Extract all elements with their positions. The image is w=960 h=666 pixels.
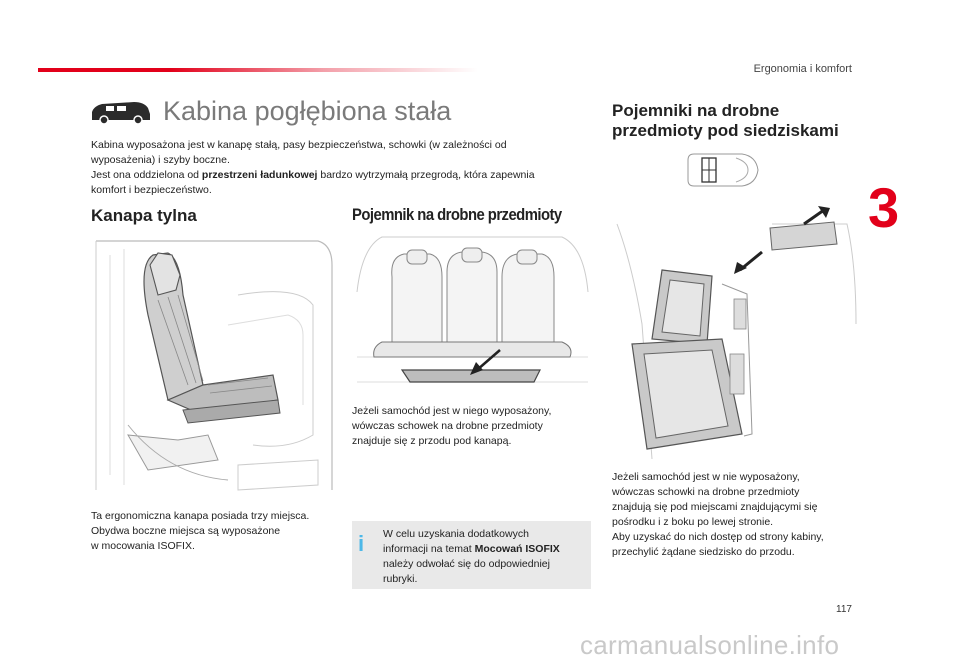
- rear-bench-line-1: Ta ergonomiczna kanapa posiada trzy miejsca.: [91, 510, 310, 522]
- watermark: carmanualsonline.info: [580, 630, 840, 660]
- info-line-1: W celu uzyskania dodatkowych: [383, 528, 529, 540]
- under-seat-heading-line-1: Pojemniki na drobne: [612, 101, 780, 120]
- info-box: [352, 521, 591, 589]
- under-seat-line-3: znajdują się pod miejscami znajdującymi się: [612, 501, 818, 513]
- under-seat-line-6: przechylić żądane siedzisko do przodu.: [612, 546, 795, 558]
- info-icon: i: [358, 531, 365, 556]
- van-icon: [90, 100, 152, 124]
- section-title: Ergonomia i komfort: [753, 63, 852, 75]
- small-storage-line-1: Jeżeli samochód jest w niego wyposażony,: [352, 405, 552, 417]
- intro-line-3: [91, 168, 591, 183]
- intro-bold-term: przestrzeni ładunkowej: [201, 169, 318, 181]
- under-seat-line-4: pośrodku i z boku po lewej stronie.: [612, 516, 774, 528]
- info-line-2-pre: informacji na temat: [383, 543, 475, 555]
- info-text: [383, 527, 583, 587]
- under-seat-heading-line-2: przedmioty pod siedziskami: [612, 121, 839, 140]
- intro-line-1: Kabina wyposażona jest w kanapę stałą, pasy bezpieczeństwa, schowki (w zależności od: [91, 139, 507, 151]
- page-title: Kabina pogłębiona stała: [163, 96, 452, 126]
- info-line-3: należy odwołać się do odpowiedniej: [383, 558, 550, 570]
- info-line-2: [383, 542, 583, 557]
- small-storage-text: [352, 404, 592, 449]
- intro-line-4: komfort i bezpieczeństwo.: [91, 184, 212, 196]
- rear-bench-line-3: w mocowania ISOFIX.: [91, 540, 195, 552]
- small-storage-line-2: wówczas schowek na drobne przedmioty: [352, 420, 543, 432]
- small-storage-illustration: [352, 232, 592, 392]
- info-link-term: Mocowań ISOFIX: [474, 543, 560, 555]
- under-seat-line-1: Jeżeli samochód jest w nie wyposażony,: [612, 471, 800, 483]
- intro-line-2: wyposażenia) i szyby boczne.: [91, 154, 230, 166]
- under-seat-line-2: wówczas schowki na drobne przedmioty: [612, 486, 800, 498]
- rear-bench-illustration: [88, 235, 333, 500]
- rear-bench-text: [91, 509, 341, 554]
- chapter-number: 3: [868, 176, 900, 239]
- page-number: 117: [836, 604, 852, 615]
- under-seat-storage-illustration: [612, 204, 857, 462]
- intro-paragraph: [91, 138, 591, 198]
- under-seat-heading: [612, 101, 839, 141]
- under-seat-line-5: Aby uzyskać do nich dostęp od strony kabiny,: [612, 531, 824, 543]
- vehicle-topview-icon: [684, 152, 760, 188]
- info-line-4: rubryki.: [383, 573, 418, 585]
- rear-bench-line-2: Obydwa boczne miejsca są wyposażone: [91, 525, 281, 537]
- intro-line-3-pre: Jest ona oddzielona od: [91, 169, 202, 181]
- intro-line-3-post: bardzo wytrzymałą przegrodą, która zapewnia: [317, 169, 535, 181]
- header-red-bar: [38, 68, 478, 72]
- small-storage-heading: Pojemnik na drobne przedmioty: [352, 206, 562, 224]
- small-storage-line-3: znajduje się z przodu pod kanapą.: [352, 435, 512, 447]
- rear-bench-heading: Kanapa tylna: [91, 206, 197, 225]
- under-seat-text: [612, 470, 862, 560]
